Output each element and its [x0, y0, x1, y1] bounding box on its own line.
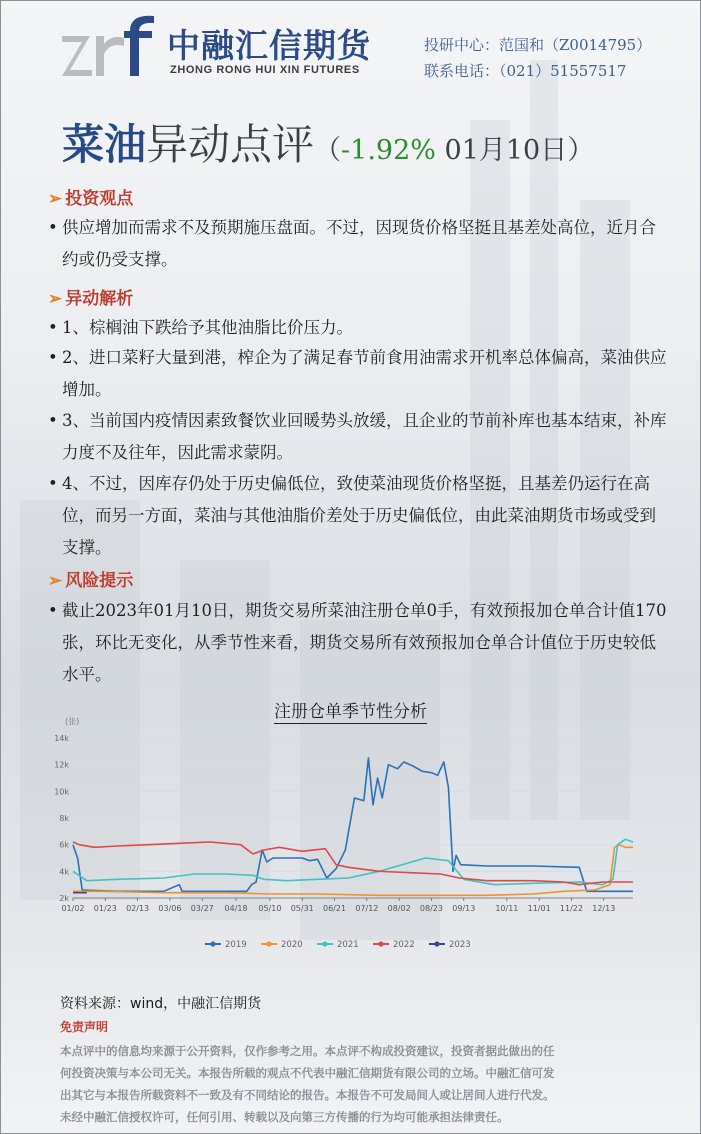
analysis-bullet [48, 405, 668, 469]
section-heading-label: 异动解析 [65, 289, 134, 309]
x-tick-label: 11/22 [559, 904, 583, 913]
bullet-icon: • [48, 601, 58, 620]
legend-label: 2021 [337, 940, 359, 950]
bullet-text: 3、当前国内疫情因素致餐饮业回暖势头放缓，且企业的节前补库也基本结束，补库力度不及往年，因此需求蒙阴。 [62, 411, 667, 462]
legend-label: 2020 [281, 940, 303, 950]
bullet-icon: • [48, 318, 58, 337]
legend-label: 2023 [449, 940, 471, 950]
analysis-bullet [48, 342, 668, 406]
x-tick-label: 11/01 [527, 904, 551, 913]
logo-english-name: ZHONG RONG HUI XIN FUTURES [170, 64, 360, 76]
section-heading-risk [48, 566, 133, 591]
arrow-icon: ➢ [48, 189, 63, 209]
bullet-text: 供应增加而需求不及预期施压盘面。不过，因现货价格坚挺且基差处高位，近月合约或仍受支撑。 [62, 218, 656, 269]
x-tick-label: 01/23 [93, 904, 117, 913]
x-tick-label: 01/02 [61, 904, 85, 913]
disclaimer-heading: 免责声明 [60, 1020, 109, 1034]
x-tick-label: 04/18 [224, 904, 248, 913]
y-tick-label: 14k [54, 734, 69, 743]
legend-swatch-dot [434, 941, 439, 946]
chart-title-text: 注册仓单季节性分析 [274, 702, 427, 722]
disclaimer-line: 出其它与本报告所载资料不一致及有不同结论的报告。本报告不可发局间人或让居间人进行代发。 [60, 1088, 555, 1102]
x-tick-label: 05/31 [290, 904, 314, 913]
x-tick-label: 02/13 [126, 904, 150, 913]
risk-bullet [48, 595, 668, 691]
series-line-2020 [73, 845, 633, 896]
contact-researcher: 投研中心：范国和（Z0014795） [424, 36, 652, 54]
y-tick-label: 8k [59, 814, 69, 823]
x-tick-label: 06/21 [323, 904, 347, 913]
y-tick-label: 12k [54, 760, 69, 770]
contact-phone: 联系电话：（021）51557517 [424, 62, 627, 80]
section-heading-label: 风险提示 [65, 571, 134, 591]
x-tick-label: 08/02 [387, 904, 411, 913]
x-tick-label: 12/13 [592, 904, 616, 913]
legend-swatch-dot [378, 941, 383, 946]
x-tick-label: 03/27 [190, 904, 214, 913]
arrow-icon: ➢ [48, 289, 63, 309]
y-tick-label: 2k [59, 894, 69, 903]
seasonal-chart [45, 712, 660, 957]
y-tick-label: 4k [59, 867, 69, 877]
view-bullet [48, 212, 668, 276]
analysis-bullet [48, 312, 668, 344]
x-tick-label: 10/11 [495, 904, 519, 913]
title-date: 01月10日） [435, 135, 595, 166]
legend-swatch-dot [210, 941, 215, 946]
bullet-icon: • [48, 218, 58, 237]
title-paren: （ [314, 135, 342, 166]
y-tick-label: 10k [54, 787, 69, 797]
title-product: 菜油 [62, 120, 147, 169]
disclaimer-line: 何投资决策与本公司无关。本报告所载的观点不代表中融汇信期货有限公司的立场。中融汇信可发 [60, 1066, 555, 1080]
bullet-icon: • [48, 474, 58, 493]
title-change-percent: -1.92% [341, 135, 436, 166]
legend-label: 2019 [225, 940, 247, 950]
arrow-icon: ➢ [48, 571, 63, 591]
disclaimer-line: 未经中融汇信授权许可，任何引用、转载以及向第三方传播的行为均可能承担法律责任。 [60, 1110, 509, 1124]
title-subject: 异动点评 [146, 120, 315, 169]
page-title [62, 112, 594, 168]
bullet-text: 2、进口菜籽大量到港，榨企为了满足春节前食用油需求开机率总体偏高，菜油供应增加。 [62, 348, 667, 399]
disclaimer-line: 本点评中的信息均来源于公开资料，仅作参考之用。本点评不构成投资建议，投资者据此做出的任 [60, 1044, 555, 1058]
x-tick-label: 09/13 [452, 904, 476, 913]
x-tick-label: 05/10 [258, 904, 282, 913]
section-heading-view [48, 184, 133, 209]
series-line-2021 [73, 839, 633, 884]
x-tick-label: 08/23 [419, 904, 443, 913]
x-tick-label: 07/12 [355, 904, 379, 913]
y-tick-label: 6k [59, 840, 69, 850]
logo-chinese-name: 中融汇信期货 [167, 26, 371, 65]
bullet-text: 1、棕榈油下跌给予其他油脂比价压力。 [62, 318, 353, 337]
y-axis-label: (张) [65, 717, 80, 726]
analysis-bullet [48, 468, 668, 564]
x-tick-label: 03/06 [158, 904, 182, 913]
data-source: 资料来源：wind，中融汇信期货 [60, 996, 262, 1012]
bullet-icon: • [48, 348, 58, 367]
bullet-text: 4、不过，因库存仍处于历史偏低位，致使菜油现货价格坚挺，且基差仍运行在高位，而另一方面，菜油与其他油脂价差处于历史偏低位，由此菜油期货市场或受到支撑。 [62, 474, 656, 557]
legend-swatch-dot [322, 941, 327, 946]
section-heading-label: 投资观点 [65, 189, 134, 209]
legend-swatch-dot [266, 941, 271, 946]
section-heading-analysis [48, 284, 133, 309]
bullet-text: 截止2023年01月10日，期货交易所菜油注册仓单0手，有效预报加仓单合计值170张，环比无变化，从季节性来看，期货交易所有效预报加仓单合计值位于历史较低水平。 [62, 601, 667, 684]
disclaimer-text [60, 1040, 640, 1128]
bullet-icon: • [48, 411, 58, 430]
legend-label: 2022 [393, 940, 415, 950]
company-logo-icon [62, 14, 162, 78]
